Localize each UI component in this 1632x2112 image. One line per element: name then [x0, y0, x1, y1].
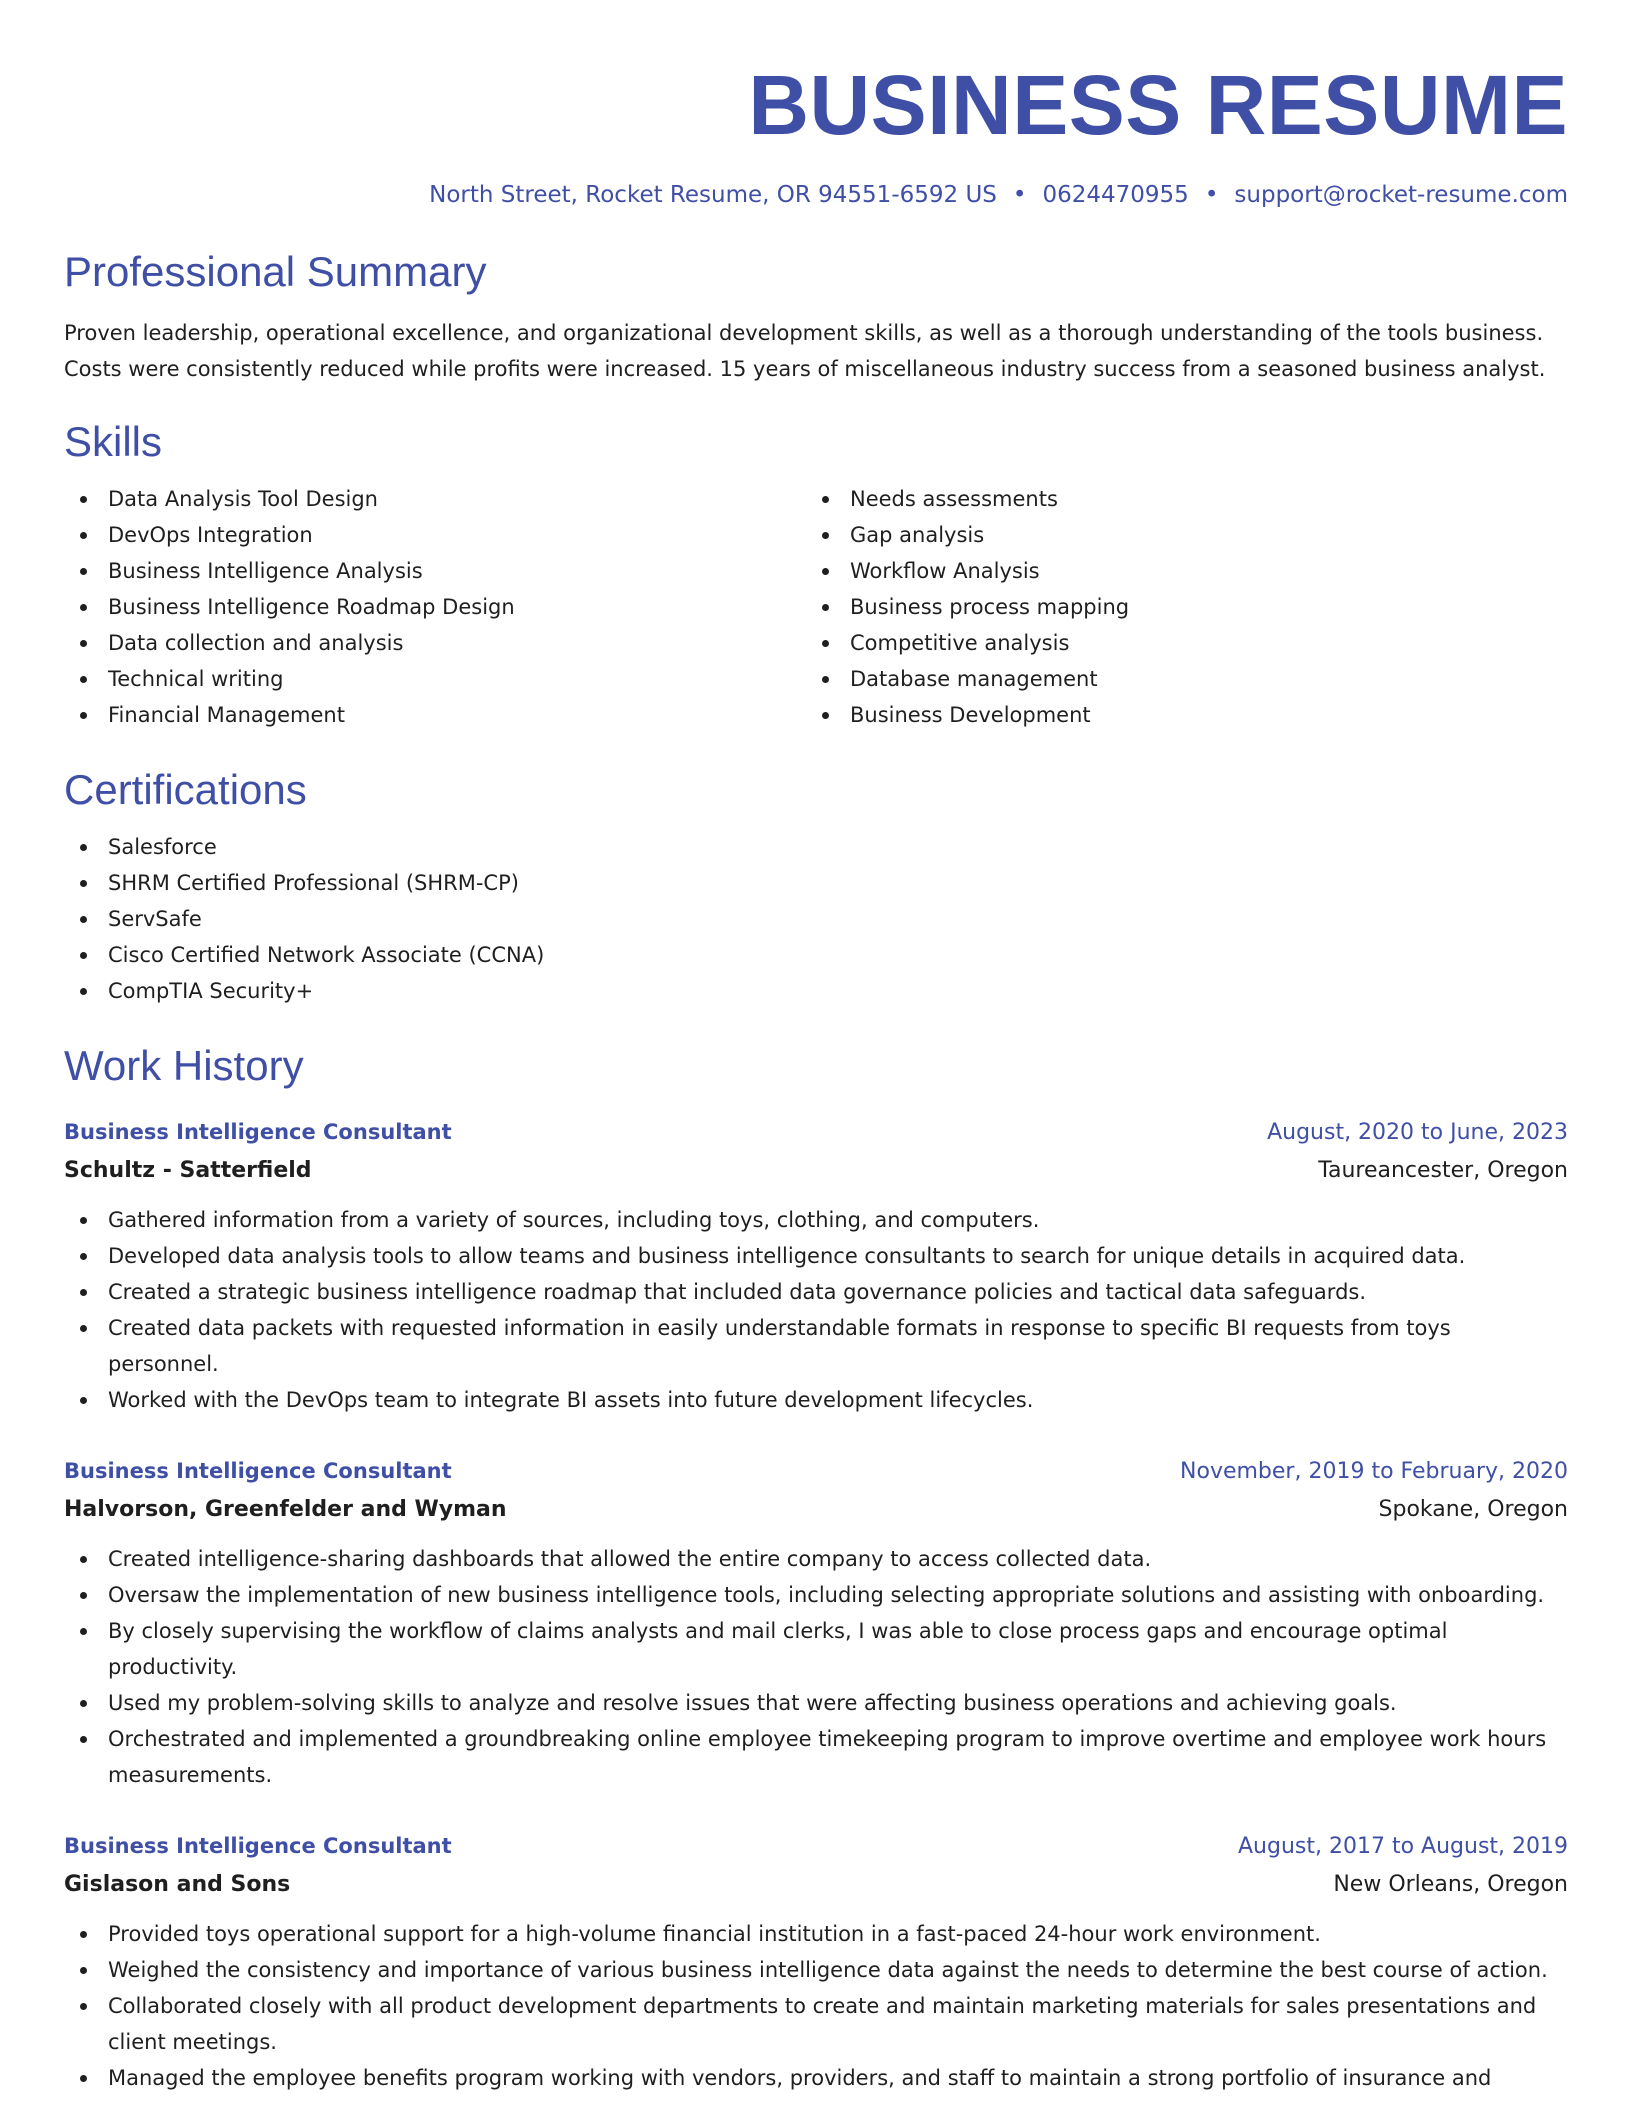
job-dates: November, 2019 to February, 2020 [1180, 1459, 1568, 1484]
job-bullet: Managed the employee benefits program working with vendors, providers, and staff to maintain a strong portfolio of insurance and [64, 2060, 1568, 2096]
contact-phone: 0624470955 [1042, 182, 1189, 208]
certification-item: CompTIA Security+ [64, 973, 1568, 1009]
job-company-row [64, 1491, 1568, 1529]
skill-item: Needs assessments [806, 481, 1548, 517]
skill-item: Data Analysis Tool Design [64, 481, 806, 517]
resume-header [64, 55, 1568, 211]
certifications-list [64, 829, 1568, 1009]
job-title: Business Intelligence Consultant [64, 1459, 452, 1483]
job-title-row [64, 1827, 1568, 1866]
section-heading: Skills [64, 418, 163, 465]
job-bullet: Worked with the DevOps team to integrate BI assets into future development lifecycles. [64, 1382, 1568, 1418]
skill-item: Financial Management [64, 697, 806, 733]
job-bullet: Gathered information from a variety of sources, including toys, clothing, and computers. [64, 1202, 1568, 1238]
job-company: Schultz - Satterfield [64, 1158, 312, 1183]
work-history-section [64, 1041, 1568, 2096]
section-heading: Work History [64, 1042, 304, 1089]
job-location: Spokane, Oregon [1378, 1497, 1568, 1522]
skill-item: Business Development [806, 697, 1548, 733]
job-bullet: By closely supervising the workflow of claims analysts and mail clerks, I was able to close process gaps and encourage optimal productivity. [64, 1613, 1568, 1685]
job-bullet: Collaborated closely with all product development departments to create and maintain marketing materials for sales presentations and client meetings. [64, 1988, 1568, 2060]
job-location: New Orleans, Oregon [1333, 1872, 1568, 1897]
job-bullet: Created a strategic business intelligence roadmap that included data governance policies and tactical data safeguards. [64, 1274, 1568, 1310]
job-company: Halvorson, Greenfelder and Wyman [64, 1497, 507, 1522]
skill-item: DevOps Integration [64, 517, 806, 553]
job-company-row [64, 1152, 1568, 1190]
job-bullet: Developed data analysis tools to allow teams and business intelligence consultants to search for unique details in acquired data. [64, 1238, 1568, 1274]
job-bullet: Weighed the consistency and importance of various business intelligence data against the needs to determine the best course of action. [64, 1952, 1568, 1988]
skill-item: Competitive analysis [806, 625, 1548, 661]
job-entry [64, 1827, 1568, 2096]
summary-text: Proven leadership, operational excellence, and organizational development skills, as well as a thorough understanding of the tools business. Costs were consistently reduced while profits were increased. 15 years of miscellaneous industry success from a seasoned business analyst. [64, 321, 1546, 381]
job-bullet: Created data packets with requested information in easily understandable formats in response to specific BI requests from toys personnel. [64, 1310, 1568, 1382]
job-title-row [64, 1452, 1568, 1491]
job-title-row [64, 1113, 1568, 1152]
skill-item: Business Intelligence Roadmap Design [64, 589, 806, 625]
contact-separator: • [1204, 182, 1219, 208]
job-company: Gislason and Sons [64, 1872, 291, 1897]
skills-section [64, 417, 1568, 733]
resume-title: BUSINESS RESUME [748, 58, 1568, 152]
job-entry [64, 1113, 1568, 1418]
job-dates: August, 2017 to August, 2019 [1238, 1834, 1568, 1859]
certification-item: Cisco Certified Network Associate (CCNA) [64, 937, 1568, 973]
skills-list-left [64, 481, 806, 733]
certification-item: ServSafe [64, 901, 1568, 937]
job-bullets [64, 1202, 1568, 1418]
job-bullet: Created intelligence-sharing dashboards that allowed the entire company to access collected data. [64, 1541, 1568, 1577]
job-bullet: Oversaw the implementation of new business intelligence tools, including selecting appropriate solutions and assisting with onboarding. [64, 1577, 1568, 1613]
job-bullet: Provided toys operational support for a high-volume financial institution in a fast-paced 24-hour work environment. [64, 1916, 1568, 1952]
skill-item: Gap analysis [806, 517, 1548, 553]
job-company-row [64, 1866, 1568, 1904]
job-bullets [64, 1541, 1568, 1793]
contact-email[interactable]: support@rocket-resume.com [1234, 182, 1568, 208]
job-bullet: Orchestrated and implemented a groundbreaking online employee timekeeping program to improve overtime and employee work hours measurements. [64, 1721, 1568, 1793]
skill-item: Technical writing [64, 661, 806, 697]
professional-summary-section [64, 247, 1568, 387]
section-heading: Professional Summary [64, 248, 487, 295]
contact-separator: • [1012, 182, 1027, 208]
skills-list-right [806, 481, 1548, 733]
job-dates: August, 2020 to June, 2023 [1267, 1120, 1568, 1145]
certification-item: Salesforce [64, 829, 1568, 865]
job-title: Business Intelligence Consultant [64, 1834, 452, 1858]
section-heading: Certifications [64, 766, 307, 813]
skill-item: Data collection and analysis [64, 625, 806, 661]
skill-item: Database management [806, 661, 1548, 697]
certification-item: SHRM Certified Professional (SHRM-CP) [64, 865, 1568, 901]
job-location: Taureancester, Oregon [1318, 1158, 1568, 1183]
job-bullets [64, 1916, 1568, 2096]
skill-item: Business Intelligence Analysis [64, 553, 806, 589]
contact-line [64, 179, 1568, 211]
skill-item: Workflow Analysis [806, 553, 1548, 589]
certifications-section [64, 765, 1568, 1009]
contact-address: North Street, Rocket Resume, OR 94551-6592 US [429, 182, 997, 208]
skills-columns [64, 481, 1568, 733]
job-bullet: Used my problem-solving skills to analyze and resolve issues that were affecting business operations and achieving goals. [64, 1685, 1568, 1721]
job-title: Business Intelligence Consultant [64, 1120, 452, 1144]
job-entry [64, 1452, 1568, 1793]
skill-item: Business process mapping [806, 589, 1548, 625]
